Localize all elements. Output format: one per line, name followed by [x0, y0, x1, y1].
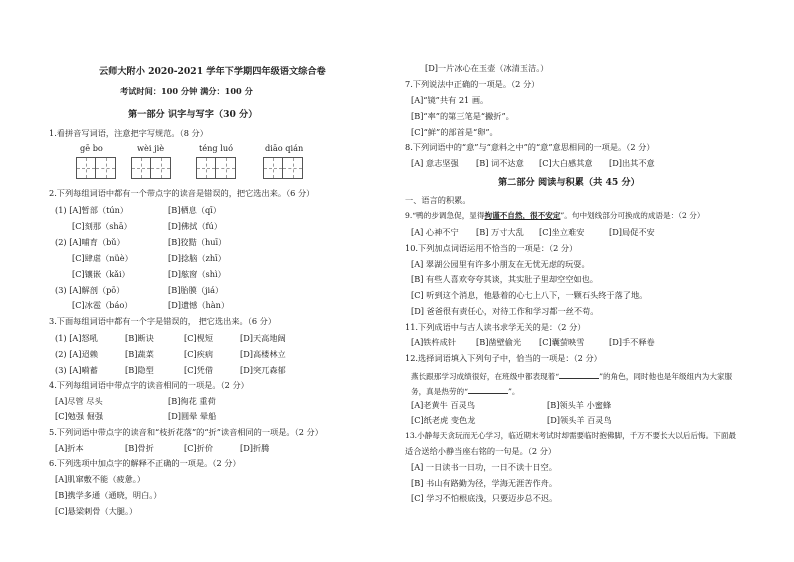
q3-r1-d: [D]天高地阔	[240, 333, 286, 343]
q9-text: 9.“鸭的步调急促，显得拘谨不自然，很不安定”。句中划线部分可换成的成语是：（2 分）	[405, 211, 705, 220]
q12-text: 12.选择词语填入下列句子中，恰当的一项是：（2 分）	[405, 353, 602, 363]
q3-r3-d: [D]突兀森郁	[240, 365, 286, 375]
writing-grid-3[interactable]	[196, 157, 236, 179]
q4-a: [A]尽管 尽头	[55, 396, 103, 406]
q11-c: [C]囊萤映雪	[539, 337, 585, 347]
q11-a: [A]铁杵成针	[411, 337, 457, 347]
exam-title: 云师大附小 2020-2021 学年下学期四年级语文综合卷	[99, 66, 326, 77]
q9-a: [A] 心神不宁	[411, 227, 459, 237]
q2-r2-a: [C]刻那（shā）	[72, 221, 132, 231]
q10-c: [C] 听到这个消息，他悬着的心七上八下，一颗石头终于落了地。	[411, 290, 648, 300]
q5-c: [C]折价	[184, 443, 214, 453]
q3-r3-c: [C]凭借	[184, 365, 214, 375]
q2-r3-b: [B]狡黠（huī）	[168, 237, 227, 247]
q2-r1-b: [B]栖息（qī）	[168, 205, 222, 215]
q3-r3-a: (3) [A]嗬蓄	[55, 365, 98, 375]
q6-text: 6.下列选项中加点字的解释不正确的一项是。（2 分）	[49, 458, 241, 468]
exam-info: 考试时间：100 分钟 满分：100 分	[120, 86, 253, 96]
q3-text: 3.下面每组词语中都有一个字是错误的， 把它选出来。（6 分）	[49, 316, 277, 326]
q13-text-line1: 13.小静每天贪玩而无心学习，临近期末考试时却需要临时抱佛脚，千万不要长大以后后悔。下面最	[405, 431, 737, 440]
q2-r3-a: (2) [A]哺育（bǔ）	[55, 237, 125, 247]
q8-d: [D]出其不意	[609, 158, 655, 168]
q2-r6-b: [B]胎膜（jiá）	[168, 285, 224, 295]
q8-text: 8.下列词语中的“意”与“意料之中”的“意”意思相同的一项是。（2 分）	[405, 142, 655, 152]
q10-b: [B] 有些人喜欢夸夸其谈，其实肚子里却空空如也。	[411, 274, 598, 284]
q6-c: [C]悬梁刺骨（大腿。）	[55, 506, 138, 516]
writing-grid-2[interactable]	[131, 157, 171, 179]
q5-a: [A]折本	[55, 443, 84, 453]
q12-blank-1[interactable]	[559, 370, 599, 379]
q7-a: [A]“镜”共有 21 画。	[411, 95, 489, 105]
q13-b: [B] 书山有路勤为径，学海无涯苦作舟。	[411, 478, 558, 488]
q5-b: [B]骨折	[125, 443, 154, 453]
q10-a: [A] 翠湖公园里有许多小朋友在无忧无虑的玩耍。	[411, 259, 590, 269]
q12-sentence-line2: 务，真是热劳的“ ”。	[411, 387, 520, 396]
q9-b: [B] 万寸大乱	[476, 227, 524, 237]
part1-heading: 第一部分 识字与写字（30 分）	[128, 109, 258, 120]
q1-pinyin-3: téng luó	[199, 143, 234, 153]
q2-r4-b: [D]捻脑（zhī）	[168, 253, 226, 263]
q8-a: [A] 意志坚强	[411, 158, 459, 168]
q13-text-line2: 适合送给小静当座右铭的一句是。（2 分）	[405, 446, 557, 456]
q5-text: 5.下列词语中带点字的读音和“枝折花落”的“折”读音相同的一项是。（2 分）	[49, 427, 323, 437]
q2-r2-b: [D]佛拭（fú）	[168, 221, 223, 231]
q10-text: 10.下列加点词语运用不恰当的一项是：（2 分）	[405, 243, 578, 253]
q6-a: [A]肌窜敷不能（疲惫。）	[55, 474, 146, 484]
q2-r5-a: [C]镶嵌（kǎi）	[72, 269, 130, 279]
part2-heading: 第二部分 阅读与积累（共 45 分）	[498, 177, 640, 188]
q2-r7-b: [D]遗憾（hàn）	[168, 300, 230, 310]
q3-r2-b: [B]蔬菜	[125, 349, 154, 359]
q13-c: [C] 学习不怕根底浅，只要迈步总不迟。	[411, 493, 558, 503]
section1-heading: 一、语言的积累。	[405, 195, 471, 205]
q4-d: [D]圆晕 晕船	[168, 411, 217, 421]
q2-text: 2.下列每组词语中都有一个带点字的读音是错误的，把它选出来。（6 分）	[49, 188, 315, 198]
q4-b: [B]徇花 重荷	[168, 396, 216, 406]
q12-b: [B]领头羊 小蜜蜂	[547, 400, 612, 410]
q12-sentence-line1: 燕长跟那学习成绩很好，在班级中都表现着“ ”的角色，同时他也是年级组内为大家服	[411, 372, 733, 381]
writing-grid-1[interactable]	[76, 157, 116, 179]
q8-c: [C]大白感其意	[539, 158, 593, 168]
q6-d: [D]一片冰心在玉壶（冰清玉洁。）	[425, 63, 549, 73]
q6-b: [B]携学多通（通晓，明白。）	[55, 490, 162, 500]
q3-r1-c: [C]枧短	[184, 333, 214, 343]
q11-text: 11.下列成语中与古人读书求学无关的是：（2 分）	[405, 322, 586, 332]
q2-r1-a: (1) [A]暂部（tún）	[55, 205, 129, 215]
q2-r6-a: (3) [A]解剖（pō）	[55, 285, 125, 295]
q3-r2-d: [D]高楼林立	[240, 349, 286, 359]
q1-pinyin-4: diāo qián	[265, 143, 304, 153]
q1-text: 1.看拼音写词语，注意把字写规范。（8 分）	[49, 128, 208, 138]
q12-d: [D]领头羊 百灵鸟	[547, 415, 612, 425]
q11-d: [D]手不释卷	[609, 337, 655, 347]
q7-text: 7.下列说法中正确的一项是。（2 分）	[405, 79, 540, 89]
q3-r1-b: [B]断诀	[125, 333, 154, 343]
q4-text: 4.下列每组词语中带点字的读音相同的一项是。（2 分）	[49, 380, 249, 390]
q3-r1-a: (1) [A]怒吼	[55, 333, 98, 343]
q2-r7-a: [C]冰雹（báo）	[72, 300, 133, 310]
q11-b: [B]凿壁偷光	[476, 337, 522, 347]
q3-r2-c: [C]疾病	[184, 349, 214, 359]
q1-pinyin-1: gē bo	[80, 143, 103, 153]
q10-d: [D] 爸爸很有责任心，对待工作和学习都一丝不苟。	[411, 306, 599, 316]
q12-blank-2[interactable]	[468, 385, 508, 394]
writing-grid-4[interactable]	[263, 157, 303, 179]
q12-a: [A]老黄牛 百灵鸟	[411, 400, 476, 410]
q2-r5-b: [D]舷窗（shì）	[168, 269, 226, 279]
q12-c: [C]纸老虎 变色龙	[411, 415, 476, 425]
q4-c: [C]勉强 倔强	[55, 411, 104, 421]
q7-b: [B]“率”的第三笔是“撇折”。	[411, 111, 514, 121]
q1-pinyin-2: wèi jiè	[137, 143, 165, 153]
q9-d: [D]局促不安	[609, 227, 655, 237]
q3-r2-a: (2) [A]迢赖	[55, 349, 98, 359]
q3-r3-b: [B]隐型	[125, 365, 154, 375]
q7-c: [C]“鲜”的部首是“卵”。	[411, 127, 498, 137]
q5-d: [D]折腾	[240, 443, 270, 453]
q8-b: [B] 词不达意	[476, 158, 524, 168]
q2-r4-a: [C]肆虐（nüè）	[72, 253, 133, 263]
q9-c: [C]坐立难安	[539, 227, 585, 237]
q13-a: [A] 一日读书一日功，一日不读十日空。	[411, 462, 557, 472]
